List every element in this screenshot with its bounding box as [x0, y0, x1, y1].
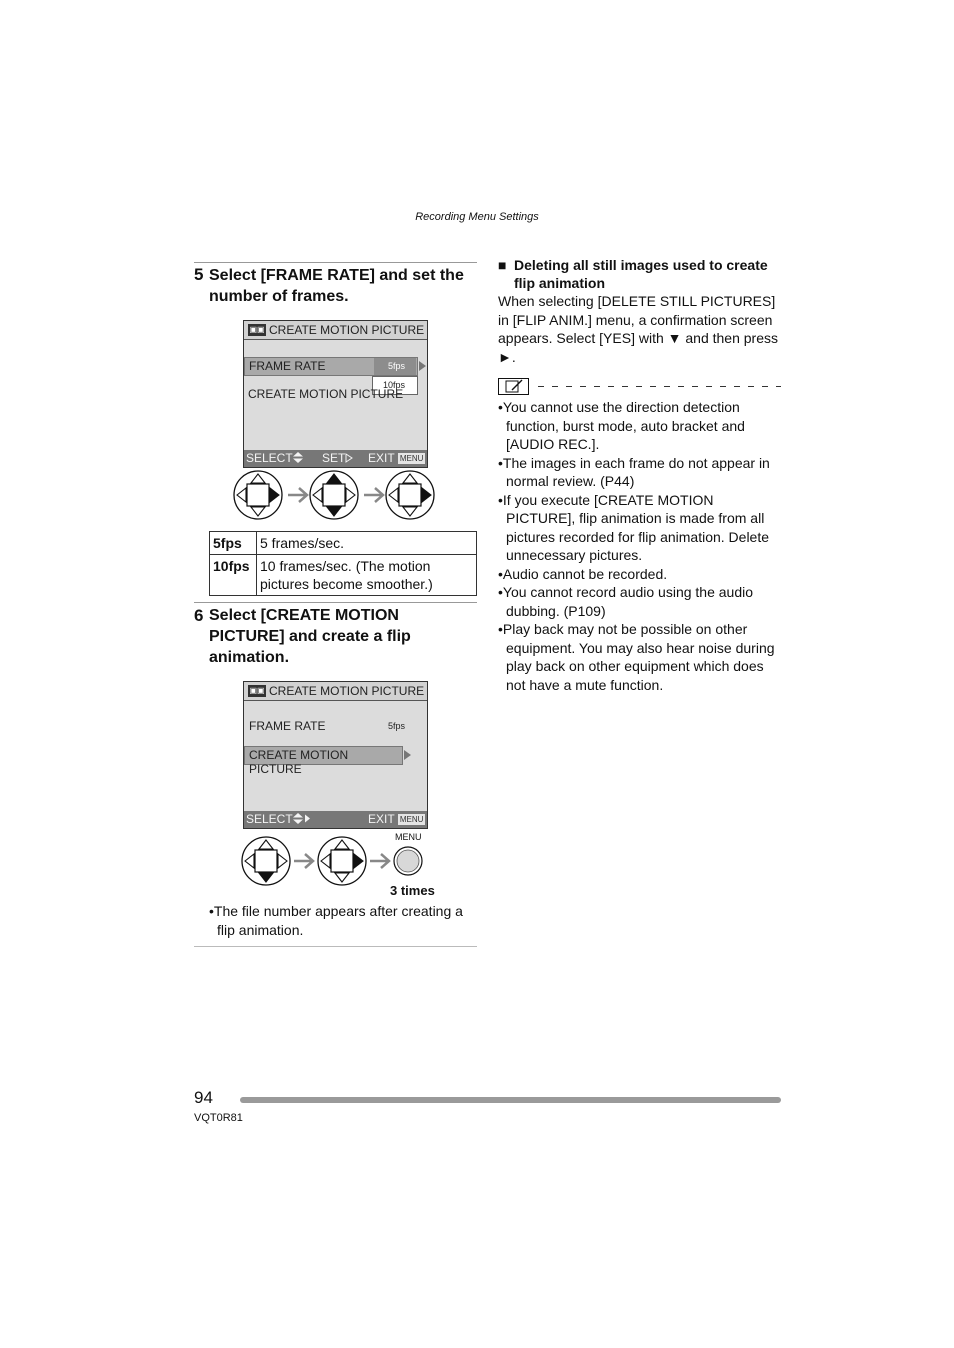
arrow-icon — [294, 854, 313, 868]
footer-bar — [240, 1097, 781, 1103]
exit-guide: EXIT MENU — [368, 451, 424, 465]
menu-item-label: FRAME RATE — [249, 359, 326, 373]
control-sequence-step5 — [232, 470, 438, 522]
list-item: •You cannot use the direction detection function, burst mode, auto bracket and [AUDIO REC.]. — [498, 399, 745, 452]
popup-option: 10fps — [383, 380, 406, 390]
menu-row-frame-rate — [244, 357, 418, 376]
dpad-up-down-icon — [310, 471, 358, 519]
menu-button-icon — [394, 847, 422, 875]
menu-item-value: 5fps — [388, 721, 406, 731]
camera-screen-create — [243, 681, 428, 829]
list-item: •You cannot record audio using the audio dubbing. (P109) — [498, 584, 754, 619]
right-arrow-icon — [404, 750, 411, 760]
note-text: The file number appears after creating a flip animation. — [213, 903, 463, 938]
screen-guide-bar — [244, 450, 427, 467]
dpad-right-icon — [318, 837, 366, 885]
arrow-icon — [370, 854, 389, 868]
section-paragraph: When selecting [DELETE STILL PICTURES] in [FLIP ANIM.] menu, a confirmation screen appears. Select [YES] with ▼ and then press ►. — [498, 293, 779, 365]
table-row — [210, 555, 477, 596]
list-item: •The images in each frame do not appear in normal review. (P44) — [498, 454, 770, 489]
menu-row-create — [244, 746, 403, 776]
menu-row-frame-rate — [249, 719, 421, 733]
menu-button-label: MENU — [395, 832, 422, 842]
set-guide: SET — [322, 451, 353, 465]
table-desc: 10 frames/sec. (The motion pictures become smoother.) — [257, 555, 477, 596]
repeat-count: 3 times — [390, 883, 435, 898]
menu-chip: MENU — [399, 815, 424, 824]
note-header — [498, 377, 783, 396]
menu-row-create — [248, 387, 403, 401]
menu-item-label: CREATE MOTION PICTURE — [249, 748, 349, 776]
divider — [194, 602, 477, 603]
screen-title-bar — [244, 682, 427, 701]
divider — [194, 262, 477, 263]
divider — [194, 946, 477, 947]
menu-item-value: 5fps — [388, 361, 406, 371]
screen-title: CREATE MOTION PICTURE — [269, 323, 425, 337]
arrow-icon — [364, 488, 383, 502]
dpad-right-icon — [386, 471, 434, 519]
up-down-icon — [293, 452, 303, 463]
list-item: •If you execute [CREATE MOTION PICTURE], flip animation is made from all pictures recorded for flip animation. Delete unnecessary pictures. — [498, 491, 770, 563]
flip-anim-icon: ▣▣ — [249, 325, 265, 334]
step-number: 5 — [194, 265, 204, 284]
screen-title: CREATE MOTION PICTURE — [269, 684, 425, 698]
right-arrow-icon — [419, 361, 426, 371]
table-row — [210, 532, 477, 555]
model-code: VQT0R81 — [194, 1112, 243, 1124]
exit-guide: EXIT MENU — [368, 812, 424, 826]
screen-guide-bar — [244, 811, 427, 828]
heading-text: Deleting all still images used to create flip animation — [514, 257, 768, 291]
dpad-right-icon — [234, 471, 282, 519]
list-item: •Audio cannot be recorded. — [498, 565, 668, 582]
table-key: 10fps — [210, 555, 257, 596]
square-bullet-icon: ■ — [498, 257, 507, 273]
screen-title-bar — [244, 321, 427, 340]
step-number: 6 — [194, 606, 204, 625]
flip-anim-icon: ▣▣ — [249, 686, 265, 695]
dpad-down-icon — [242, 837, 290, 885]
step-instruction: Select [CREATE MOTION PICTURE] and create a flip animation. — [209, 607, 411, 666]
select-guide: SELECT — [246, 812, 310, 826]
up-down-right-icon — [293, 813, 310, 824]
menu-item-label: CREATE MOTION PICTURE — [248, 387, 404, 401]
frame-rate-table — [209, 531, 477, 596]
table-key: 5fps — [210, 532, 257, 555]
note-icon — [499, 379, 529, 395]
list-item: •Play back may not be possible on other equipment. You may also hear noise during play back on other equipment which does not have a mute function. — [498, 621, 775, 693]
arrow-icon — [288, 488, 307, 502]
running-header: Recording Menu Settings — [415, 211, 539, 223]
page-number: 94 — [194, 1088, 213, 1107]
notes-list — [498, 398, 783, 694]
right-outline-icon — [345, 453, 353, 463]
table-desc: 5 frames/sec. — [257, 532, 477, 555]
step-note: •The file number appears after creating a flip animation. — [209, 903, 463, 938]
menu-chip: MENU — [399, 454, 424, 463]
step-instruction: Select [FRAME RATE] and set the number of frames. — [209, 267, 464, 305]
menu-item-label: FRAME RATE — [249, 719, 326, 733]
section-heading — [498, 256, 783, 292]
select-guide: SELECT — [246, 451, 303, 465]
control-sequence-step6 — [240, 834, 430, 889]
camera-screen-frame-rate — [243, 320, 428, 468]
